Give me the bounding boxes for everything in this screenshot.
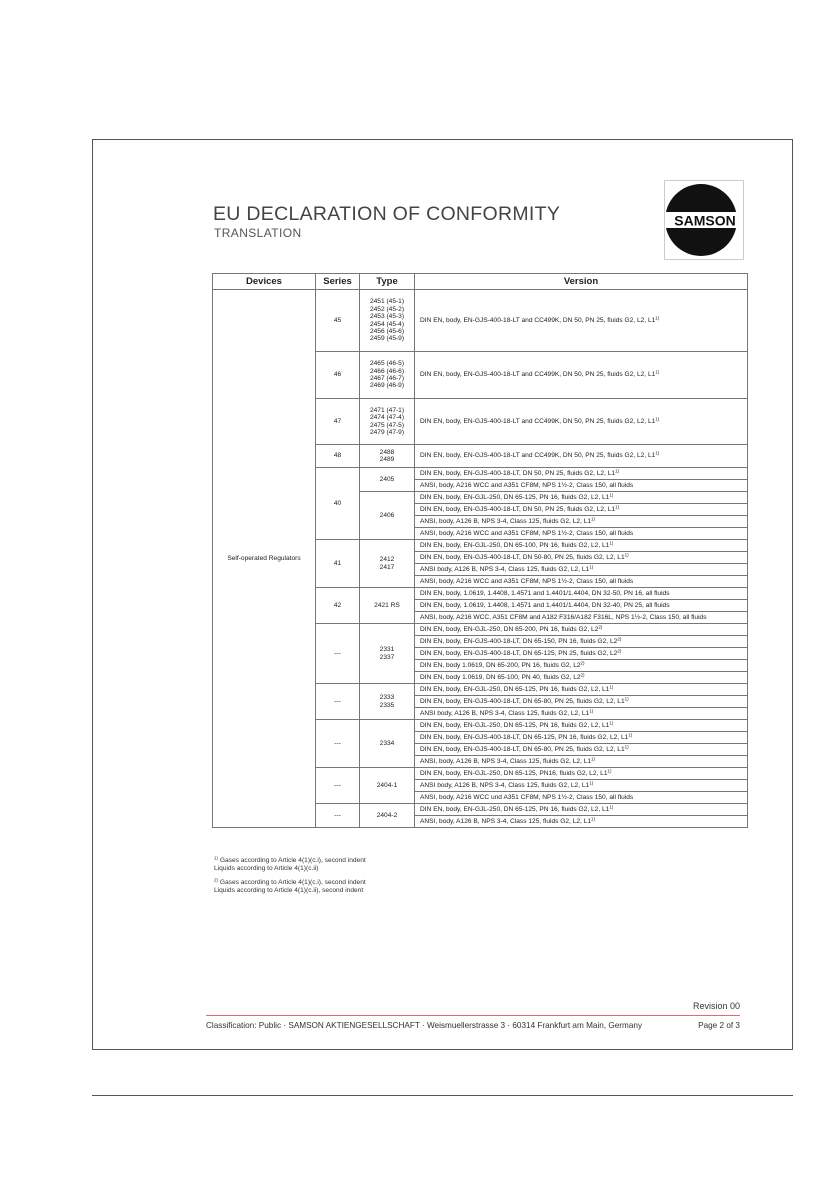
footnote-ref: 1) bbox=[589, 564, 594, 570]
version-text: DIN EN, body, EN-GJS-400-18-LT, DN 65-150, PN 16, fluids G2, L2 bbox=[420, 637, 618, 645]
version-cell bbox=[415, 540, 748, 552]
series-cell: --- bbox=[316, 804, 360, 828]
footnote-ref: 1) bbox=[609, 684, 614, 690]
footnote-ref: 1) bbox=[624, 744, 629, 750]
version-cell bbox=[415, 468, 748, 480]
series-cell: --- bbox=[316, 768, 360, 804]
type-cell: 2404-1 bbox=[360, 768, 415, 804]
footnote-ref: 1) bbox=[615, 504, 620, 510]
type-cell: 2406 bbox=[360, 492, 415, 540]
version-text: DIN EN, body, EN-GJS-400-18-LT and CC499K, DN 50, PN 25, fluids G2, L2, L1 bbox=[420, 452, 656, 460]
header-series: Series bbox=[316, 274, 360, 290]
type-cell: 2451 (45-1) 2452 (45-2) 2453 (45-3) 2454 (45-4) 2456 (45-6) 2459 (45-9) bbox=[360, 290, 415, 352]
footnote-ref: 1) bbox=[609, 720, 614, 726]
version-text: ANSI body, A126 B, NPS 3-4, Class 125, fluids G2, L2, L1 bbox=[420, 781, 590, 789]
footnote-ref: 1) bbox=[609, 540, 614, 546]
footnote-ref: 1) bbox=[591, 816, 596, 822]
version-text: ANSI body, A126 B, NPS 3-4, Class 125, fluids G2, L2, L1 bbox=[420, 565, 590, 573]
type-cell: 2404-2 bbox=[360, 804, 415, 828]
version-cell bbox=[415, 804, 748, 816]
version-cell bbox=[415, 636, 748, 648]
version-cell bbox=[415, 792, 748, 804]
series-cell: 48 bbox=[316, 445, 360, 468]
version-cell bbox=[415, 768, 748, 780]
version-cell bbox=[415, 399, 748, 445]
footnote-ref: 2) bbox=[580, 660, 585, 666]
logo-text: SAMSON bbox=[674, 212, 736, 229]
version-cell bbox=[415, 624, 748, 636]
version-text: ANSI body, A126 B, NPS 3-4, Class 125, fluids G2, L2, L1 bbox=[420, 709, 590, 717]
footnote-ref: 2) bbox=[598, 624, 603, 630]
version-cell bbox=[415, 600, 748, 612]
table-row bbox=[213, 290, 748, 352]
version-cell bbox=[415, 744, 748, 756]
series-cell: 46 bbox=[316, 352, 360, 399]
footnote-ref: 2) bbox=[617, 636, 622, 642]
version-cell bbox=[415, 290, 748, 352]
footnote-text: Gases according to Article 4(1)(c.i), second indent Liquids according to Article 4(1)(c.ii) bbox=[214, 857, 366, 872]
version-text: DIN EN, body, EN-GJS-400-18-LT, DN 65-125, PN 16, fluids G2, L2, L1 bbox=[420, 733, 629, 741]
footnote-ref: 1) bbox=[655, 450, 660, 456]
header-devices: Devices bbox=[213, 274, 316, 290]
version-cell bbox=[415, 756, 748, 768]
version-text: DIN EN, body, EN-GJL-250, DN 65-125, PN 16, fluids G2, L2, L1 bbox=[420, 685, 610, 693]
version-text: DIN EN, body, EN-GJS-400-18-LT, DN 50, PN 25, fluids G2, L2, L1 bbox=[420, 469, 616, 477]
footnote-ref: 1) bbox=[655, 416, 660, 422]
version-cell bbox=[415, 352, 748, 399]
series-cell: 45 bbox=[316, 290, 360, 352]
type-cell: 2465 (46-5) 2466 (46-6) 2467 (46-7) 2469 (46-9) bbox=[360, 352, 415, 399]
footnote-ref: 1) bbox=[591, 756, 596, 762]
version-text: ANSI, body, A216 WCC and A351 CF8M, NPS 1½-2, Class 150, all fluids bbox=[420, 529, 634, 537]
version-text: ANSI, body, A216 WCC und A351 CF8M, NPS 1½-2, Class 150, all fluids bbox=[420, 793, 634, 801]
version-text: DIN EN, body, EN-GJL-250, DN 65-100, PN 16, fluids G2, L2, L1 bbox=[420, 541, 610, 549]
type-cell: 2405 bbox=[360, 468, 415, 492]
version-text: DIN EN, body, EN-GJL-250, DN 65-125, PN16, fluids G2, L2, L1 bbox=[420, 769, 608, 777]
type-cell: 2331 2337 bbox=[360, 624, 415, 684]
footnote-ref: 1) bbox=[615, 468, 620, 474]
document-subtitle: TRANSLATION bbox=[214, 226, 302, 240]
version-text: DIN EN, body, EN-GJS-400-18-LT and CC499K, DN 50, PN 25, fluids G2, L2, L1 bbox=[420, 316, 656, 324]
revision-label: Revision 00 bbox=[692, 1001, 740, 1011]
version-cell bbox=[415, 780, 748, 792]
footnote-ref: 2) bbox=[580, 672, 585, 678]
version-cell bbox=[415, 720, 748, 732]
version-cell bbox=[415, 564, 748, 576]
series-cell: 47 bbox=[316, 399, 360, 445]
version-text: DIN EN, body, EN-GJS-400-18-LT and CC499K, DN 50, PN 25, fluids G2, L2, L1 bbox=[420, 417, 656, 425]
version-text: DIN EN, body, EN-GJS-400-18-LT, DN 50, PN 25, fluids G2, L2, L1 bbox=[420, 505, 616, 513]
footnote-ref: 1) bbox=[624, 552, 629, 558]
samson-logo bbox=[664, 180, 744, 260]
footnote-ref: 1) bbox=[609, 492, 614, 498]
version-text: ANSI, body, A216 WCC and A351 CF8M, NPS 1½-2, Class 150, all fluids bbox=[420, 577, 634, 585]
version-text: DIN EN, body, 1.0619, 1.4408, 1.4571 and 1.4401/1.4404, DN 32-40, PN 25, all fluids bbox=[420, 601, 670, 609]
type-cell: 2488 2489 bbox=[360, 445, 415, 468]
version-cell bbox=[415, 552, 748, 564]
table-body bbox=[213, 290, 748, 828]
footnote-ref: 1) bbox=[607, 768, 612, 774]
footnote-1 bbox=[214, 857, 366, 873]
type-cell: 2412 2417 bbox=[360, 540, 415, 588]
footer-page-number: Page 2 of 3 bbox=[698, 1021, 740, 1030]
series-cell: 40 bbox=[316, 468, 360, 540]
version-cell bbox=[415, 660, 748, 672]
footnote-ref: 1) bbox=[609, 804, 614, 810]
version-text: ANSI, body, A126 B, NPS 3-4, Class 125, fluids G2, L2, L1 bbox=[420, 817, 592, 825]
series-cell: --- bbox=[316, 720, 360, 768]
footnote-ref: 1) bbox=[628, 732, 633, 738]
footer-divider bbox=[206, 1015, 740, 1016]
version-text: DIN EN, body 1.0619, DN 65-100, PN 40, fluids G2, L2 bbox=[420, 673, 581, 681]
version-text: DIN EN, body, EN-GJS-400-18-LT, DN 50-80, PN 25, fluids G2, L2, L1 bbox=[420, 553, 625, 561]
footnote-ref: 2) bbox=[617, 648, 622, 654]
type-cell: 2333 2335 bbox=[360, 684, 415, 720]
version-cell bbox=[415, 816, 748, 828]
footnote-ref: 1) bbox=[624, 696, 629, 702]
footnote-ref: 1) bbox=[589, 780, 594, 786]
version-text: DIN EN, body, EN-GJL-250, DN 65-200, PN 16, fluids G2, L2 bbox=[420, 625, 599, 633]
version-cell bbox=[415, 528, 748, 540]
version-cell bbox=[415, 516, 748, 528]
version-cell bbox=[415, 684, 748, 696]
version-text: DIN EN, body, EN-GJS-400-18-LT and CC499K, DN 50, PN 25, fluids G2, L2, L1 bbox=[420, 371, 656, 379]
version-cell bbox=[415, 696, 748, 708]
footnote-ref: 1) bbox=[655, 369, 660, 375]
series-cell: --- bbox=[316, 624, 360, 684]
version-cell bbox=[415, 612, 748, 624]
series-cell: 42 bbox=[316, 588, 360, 624]
version-cell bbox=[415, 588, 748, 600]
header-version: Version bbox=[415, 274, 748, 290]
footnote-ref: 1) bbox=[655, 315, 660, 321]
version-text: DIN EN, body, 1.0619, 1.4408, 1.4571 and 1.4401/1.4404, DN 32-50, PN 16, all fluids bbox=[420, 589, 670, 597]
series-cell: --- bbox=[316, 684, 360, 720]
footer-classification: Classification: Public · SAMSON AKTIENGESELLSCHAFT · Weismuellerstrasse 3 · 60314 Frankfurt am Main, Germany bbox=[206, 1021, 643, 1030]
footnote-mark: 2) bbox=[214, 877, 219, 883]
version-cell bbox=[415, 480, 748, 492]
version-cell bbox=[415, 648, 748, 660]
version-text: ANSI, body, A216 WCC and A351 CF8M, NPS 1½-2, Class 150, all fluids bbox=[420, 481, 634, 489]
version-text: ANSI, body, A216 WCC, A351 CF8M and A182 F316/A182 F316L, NPS 1½-2, Class 150, all fluids bbox=[420, 613, 707, 621]
version-text: ANSI, body, A126 B, NPS 3-4, Class 125, fluids G2, L2, L1 bbox=[420, 517, 592, 525]
table-header-row bbox=[213, 274, 748, 290]
footnotes bbox=[214, 857, 366, 901]
version-text: DIN EN, body, EN-GJL-250, DN 65-125, PN 16, fluids G2, L2, L1 bbox=[420, 721, 610, 729]
series-cell: 41 bbox=[316, 540, 360, 588]
version-text: DIN EN, body, EN-GJL-250, DN 65-125, PN 16, fluids G2, L2, L1 bbox=[420, 493, 610, 501]
version-cell bbox=[415, 492, 748, 504]
version-text: ANSI, body, A126 B, NPS 3-4, Class 125, fluids G2, L2, L1 bbox=[420, 757, 592, 765]
version-cell bbox=[415, 708, 748, 720]
version-cell bbox=[415, 445, 748, 468]
footnote-2 bbox=[214, 879, 366, 895]
footnote-ref: 1) bbox=[591, 516, 596, 522]
version-text: DIN EN, body, EN-GJS-400-18-LT, DN 65-80, PN 25, fluids G2, L2, L1 bbox=[420, 745, 625, 753]
version-cell bbox=[415, 672, 748, 684]
conformity-table bbox=[212, 273, 748, 828]
version-cell bbox=[415, 576, 748, 588]
conformity-table-wrapper bbox=[212, 273, 747, 828]
version-text: DIN EN, body, EN-GJL-250, DN 65-125, PN 16, fluids G2, L2, L1 bbox=[420, 805, 610, 813]
device-cell: Self-operated Regulators bbox=[213, 290, 316, 828]
version-text: DIN EN, body, EN-GJS-400-18-LT, DN 65-125, PN 25, fluids G2, L2 bbox=[420, 649, 618, 657]
header-type: Type bbox=[360, 274, 415, 290]
footnote-text: Gases according to Article 4(1)(c.i), second indent Liquids according to Article 4(1)(c.ii), second indent bbox=[214, 879, 366, 894]
version-text: DIN EN, body, EN-GJS-400-18-LT, DN 65-80, PN 25, fluids G2, L2, L1 bbox=[420, 697, 625, 705]
version-text: DIN EN, body 1.0619, DN 65-200, PN 16, fluids G2, L2 bbox=[420, 661, 581, 669]
type-cell: 2421 RS bbox=[360, 588, 415, 624]
type-cell: 2471 (47-1) 2474 (47-4) 2475 (47-5) 2479 (47-9) bbox=[360, 399, 415, 445]
type-cell: 2334 bbox=[360, 720, 415, 768]
page-bottom-rule bbox=[92, 1095, 793, 1096]
samson-logo-icon bbox=[665, 181, 743, 259]
footnote-mark: 1) bbox=[214, 855, 219, 861]
version-cell bbox=[415, 732, 748, 744]
version-cell bbox=[415, 504, 748, 516]
document-title: EU DECLARATION OF CONFORMITY bbox=[213, 203, 561, 225]
footnote-ref: 1) bbox=[589, 708, 594, 714]
